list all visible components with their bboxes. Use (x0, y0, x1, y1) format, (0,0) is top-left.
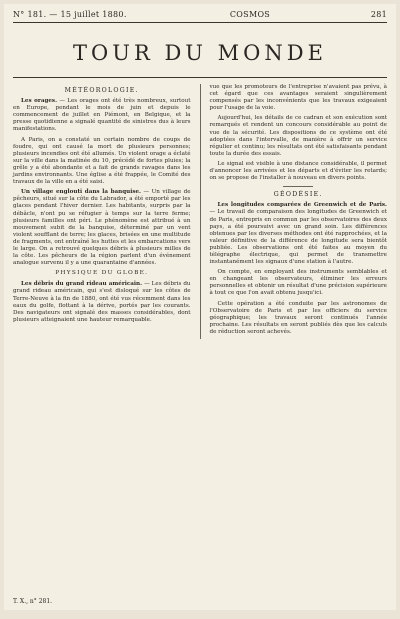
newspaper-page (4, 4, 396, 610)
page-header (13, 10, 387, 23)
paragraph-signal: Le signal est visible à une distance considérable, il permet d'annoncer les arrivées et les départs et d'éviter les retards; on se propose de l'installer à nouveau en divers points. (209, 160, 387, 182)
runin-heading-orages: Les orages. (21, 98, 58, 105)
paragraph-text: — Un village de pêcheurs, situé sur la côte du Labrador, a été emporté par les glaces pendant l'hiver dernier. Les habitants, surpris par la débâcle, n'ont pu se réfugier à temps sur la terre ferme; plusieurs familles ont péri. Le phénomène est attribué à un mouvement subit de la banquise, déterminé par un vent violent soufflant de terre; les glaces, brisées en une multitude de fragments, ont entraîné les huttes et les embarcations vers le large. On a retrouvé quelques débris à plusieurs milles de la côte. Les pêcheurs de la région parlent d'un événement analogue survenu il y a une quarantaine d'années. (13, 189, 191, 267)
runin-heading-rideau: Les débris du grand rideau américain. (21, 281, 143, 288)
paragraph-cadran: Aujourd'hui, les détails de ce cadran et son exécution sont remarqués et rendent un concours considérable au point de vue de la sécurité. Les dispositions de ce système ont été adoptées dans l'intervalle, de manière à offrir un service régulier et continu; les résultats ont été satisfaisants pendant toute la durée des essais. (209, 115, 387, 157)
paragraph-text: — Les orages ont été très nombreux, surtout en Europe, pendant le mois de juin et depuis le commencement de juillet en Piémont, en Belgique, et la presse quotidienne a signalé quantité de sinistres dus à leurs manifestations. (13, 98, 191, 133)
paragraph-orages (13, 98, 191, 133)
issue-date: N° 181. — 15 juillet 1880. (13, 10, 127, 19)
section-heading-geodesie: GÉODÉSIE. (273, 191, 323, 199)
runin-heading-longitudes: Les longitudes comparées de Greenwich et de Paris. (217, 202, 387, 209)
paragraph-continued: vue que les promoteurs de l'entreprise n'avaient pas prévu, à cet égard que ces avantages seraient singulièrement compensés par les inconvénients que les travaux exigeaient pour l'usage de la voie. (209, 84, 387, 112)
section-heading-physique: PHYSIQUE DU GLOBE. (55, 270, 149, 277)
runin-heading-village: Un village englouti dans la banquise. (21, 189, 141, 196)
paragraph-text: — Le travail de comparaison des longitudes de Greenwich et de Paris, entrepris en commun par les observatoires des deux pays, a été poursuivi avec un grand soin. Les différences obtenues par les diverses méthodes ont été rapprochées, et la valeur définitive de la différence de longitude sera bientôt publiée. Les observations ont été faites au moyen du télégraphe électrique, qui permet de transmettre instantanément les signaux d'une station à l'autre. (209, 209, 387, 266)
paragraph-village (13, 189, 191, 267)
paragraph-observatoire: Cette opération a été conduite par les astronomes de l'Observatoire de Paris et par les officiers du service géographique; les travaux seront continués l'année prochaine. Les résultats en seront publiés dès que les calculs de réduction seront achevés. (209, 300, 387, 335)
paragraph-text: — Les débris du grand rideau américain, qui s'est disloqué sur les côtes de Terre-Neuve à la fin de 1880, ont été vus récemment dans les eaux du golfe, flottant à la dérive, portés par les courants. Des navigateurs ont signalé des masses considérables, dont plusieurs atteignaient une hauteur remarquable. (13, 281, 191, 323)
section-heading-meteorologie: MÉTÉOROLOGIE. (64, 87, 139, 94)
paragraph-paris: A Paris, on a constaté un certain nombre de coups de foudre, qui ont causé la mort de plusieurs personnes; plusieurs incendies ont été allumés. Un violent orage a éclaté sur la ville dans la matinée du 10, précédé de fortes pluies; la grêle y a été abondante et a fait de grands ravages dans les jardins environnants. Une église a été frappée, le Comité des travaux de la ville en a été saisi. (13, 136, 191, 186)
paragraph-rideau (13, 281, 191, 324)
page-footer (13, 598, 387, 606)
title-rule (13, 77, 387, 78)
left-column (13, 84, 191, 339)
page-number: 281 (370, 10, 387, 19)
paragraph-longitudes (209, 202, 387, 266)
journal-name: COSMOS (229, 10, 271, 19)
section-rule (283, 186, 313, 187)
right-column (209, 84, 387, 339)
column-divider (200, 84, 201, 339)
paragraph-instruments: On compte, en employant des instruments semblables et en changeant les observateurs, éliminer les erreurs personnelles et obtenir un résultat d'une précision supérieure à tout ce que l'on avait obtenu jusqu'ici. (209, 269, 387, 297)
footer-signature: T. X., n° 281. (13, 598, 53, 605)
page-title: TOUR DU MONDE (73, 41, 327, 65)
article-columns (13, 84, 387, 339)
